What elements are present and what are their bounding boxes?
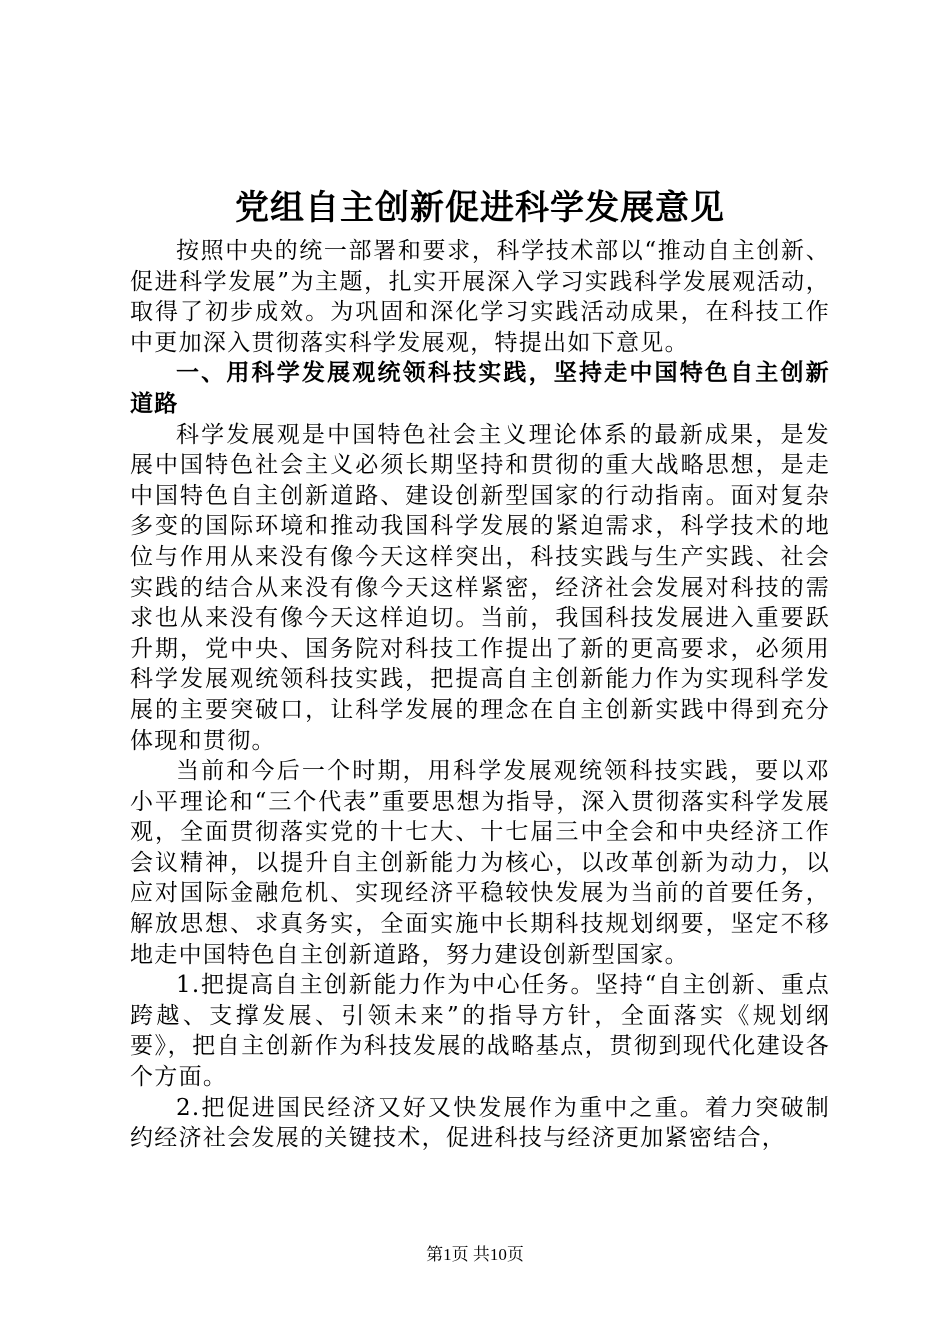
intro-paragraph: 按照中央的统一部署和要求，科学技术部以“推动自主创新、促进科学发展”为主题，扎实开展深入学习实践科学发展观活动，取得了初步成效。为巩固和深化学习实践活动成果，在科技工作中更加深入贯彻落实科学发展观，特提出如下意见。: [130, 238, 830, 356]
document-page: [130, 186, 830, 1154]
body-paragraph: 当前和今后一个时期，用科学发展观统领科技实践，要以邓小平理论和“三个代表”重要思想为指导，深入贯彻落实科学发展观，全面贯彻落实党的十七大、十七届三中全会和中央经济工作会议精神，以提升自主创新能力为核心，以改革创新为动力，以应对国际金融危机、实现经济平稳较快发展为当前的首要任务，解放思想、求真务实，全面实施中长期科技规划纲要，坚定不移地走中国特色自主创新道路，努力建设创新型国家。: [130, 758, 830, 968]
list-item-paragraph: 2.把促进国民经济又好又快发展作为重中之重。着力突破制约经济社会发展的关键技术，促进科技与经济更加紧密结合，: [130, 1094, 830, 1152]
body-paragraph: 科学发展观是中国特色社会主义理论体系的最新成果，是发展中国特色社会主义必须长期坚持和贯彻的重大战略思想，是走中国特色自主创新道路、建设创新型国家的行动指南。面对复杂多变的国际环境和推动我国科学发展的紧迫需求，科学技术的地位与作用从来没有像今天这样突出，科技实践与生产实践、社会实践的结合从来没有像今天这样紧密，经济社会发展对科技的需求也从来没有像今天这样迫切。当前，我国科技发展进入重要跃升期，党中央、国务院对科技工作提出了新的更高要求，必须用科学发展观统领科技实践，把提高自主创新能力作为实现科学发展的主要突破口，让科学发展的理念在自主创新实践中得到充分体现和贯彻。: [130, 421, 830, 754]
list-item-paragraph: 1.把提高自主创新能力作为中心任务。坚持“自主创新、重点跨越、支撑发展、引领未来”的指导方针，全面落实《规划纲要》，把自主创新作为科技发展的战略基点，贯彻到现代化建设各个方面。: [130, 972, 830, 1091]
document-title: 党组自主创新促进科学发展意见: [235, 188, 725, 228]
page-footer: 第1页 共10页: [426, 1245, 524, 1264]
section-heading: 一、用科学发展观统领科技实践，坚持走中国特色自主创新道路: [130, 359, 830, 417]
